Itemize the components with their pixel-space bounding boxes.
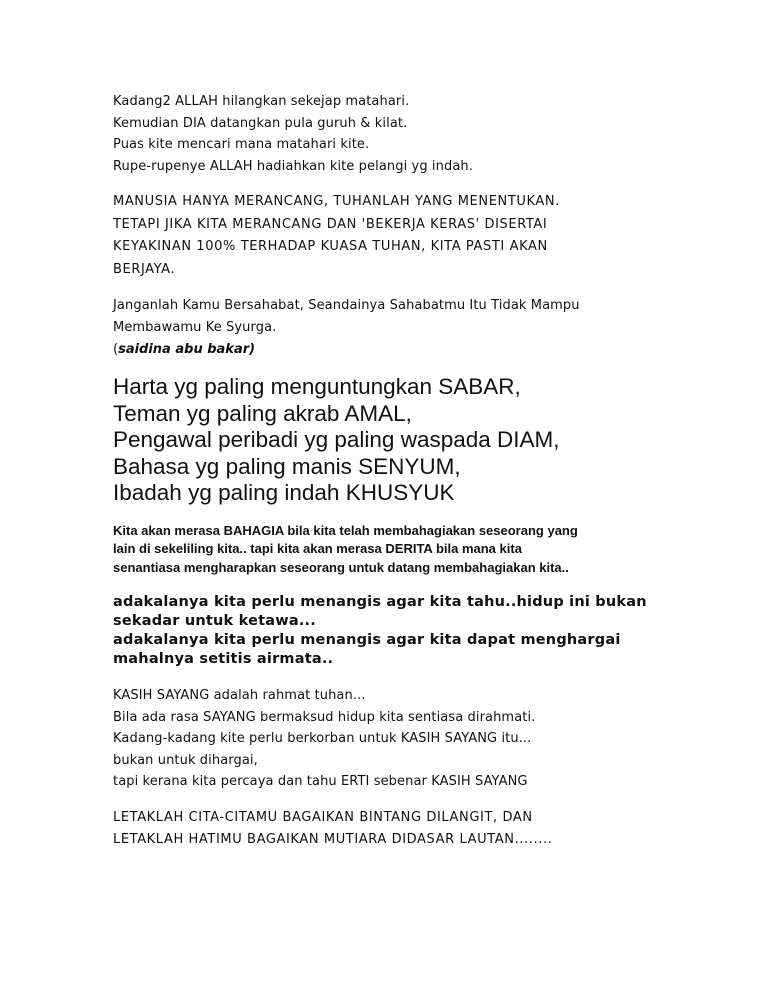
menangis-line: sekadar untuk ketawa... bbox=[113, 613, 316, 629]
bahagia-paragraph bbox=[113, 522, 673, 578]
kasih-line: Kadang-kadang kite perlu berkorban untuk KASIH SAYANG itu... bbox=[113, 731, 532, 746]
harta-line: Teman yg paling akrab AMAL, bbox=[113, 400, 412, 426]
verse-line: Puas kite mencari mana matahari kite. bbox=[113, 137, 370, 152]
harta-line: Pengawal peribadi yg paling waspada DIAM, bbox=[113, 427, 560, 452]
verse-line: Rupe-rupenye ALLAH hadiahkan kite pelangi yg indah. bbox=[113, 158, 473, 174]
kasih-paragraph bbox=[113, 685, 673, 793]
kasih-line: bukan untuk dihargai, bbox=[113, 752, 258, 768]
harta-line: Harta yg paling menguntungkan SABAR, bbox=[113, 374, 521, 399]
bahagia-line: senantiasa mengharapkan seseorang untuk datang membahagiakan kita.. bbox=[113, 559, 569, 575]
quote-line: Janganlah Kamu Bersahabat, Seandainya Sahabatmu Itu Tidak Mampu bbox=[113, 298, 580, 313]
menangis-line: adakalanya kita perlu menangis agar kita dapat menghargai bbox=[113, 632, 621, 648]
cita-line: LETAKLAH HATIMU BAGAIKAN MUTIARA DIDASAR LAUTAN........ bbox=[113, 832, 553, 847]
manusia-line: MANUSIA HANYA MERANCANG, TUHANLAH YANG MENENTUKAN. bbox=[113, 194, 560, 209]
menangis-paragraph bbox=[113, 593, 673, 669]
harta-line: Ibadah yg paling indah KHUSYUK bbox=[113, 480, 455, 505]
quote-attribution bbox=[113, 339, 673, 360]
attribution-name: saidina abu bakar) bbox=[118, 342, 256, 357]
verse-line: Kadang2 ALLAH hilangkan sekejap matahari. bbox=[113, 94, 410, 109]
cita-paragraph bbox=[113, 807, 673, 852]
kasih-line: KASIH SAYANG adalah rahmat tuhan... bbox=[113, 688, 366, 703]
quote-paragraph bbox=[113, 295, 673, 339]
harta-line: Bahasa yg paling manis SENYUM, bbox=[113, 453, 461, 479]
kasih-line: tapi kerana kita percaya dan tahu ERTI sebenar KASIH SAYANG bbox=[113, 774, 528, 789]
verse-paragraph bbox=[113, 91, 673, 177]
quote-line: Membawamu Ke Syurga. bbox=[113, 320, 277, 335]
manusia-paragraph bbox=[113, 191, 673, 281]
attribution-paren: ( bbox=[113, 342, 119, 357]
manusia-line: KEYAKINAN 100% TERHADAP KUASA TUHAN, KITA PASTI AKAN bbox=[113, 239, 548, 254]
document-page bbox=[113, 91, 673, 852]
manusia-line: TETAPI JIKA KITA MERANCANG DAN 'BEKERJA KERAS' DISERTAI bbox=[113, 216, 548, 232]
manusia-line: BERJAYA. bbox=[113, 261, 176, 277]
menangis-line: adakalanya kita perlu menangis agar kita tahu..hidup ini bukan bbox=[113, 594, 647, 610]
harta-paragraph bbox=[113, 374, 673, 507]
bahagia-line: Kita akan merasa BAHAGIA bila kita telah membahagiakan seseorang yang bbox=[113, 522, 578, 538]
cita-line: LETAKLAH CITA-CITAMU BAGAIKAN BINTANG DILANGIT, DAN bbox=[113, 809, 533, 825]
kasih-line: Bila ada rasa SAYANG bermaksud hidup kita sentiasa dirahmati. bbox=[113, 709, 536, 725]
bahagia-line: lain di sekeliling kita.. tapi kita akan merasa DERITA bila mana kita bbox=[113, 541, 522, 556]
verse-line: Kemudian DIA datangkan pula guruh & kilat. bbox=[113, 115, 408, 131]
menangis-line: mahalnya setitis airmata.. bbox=[113, 651, 334, 667]
